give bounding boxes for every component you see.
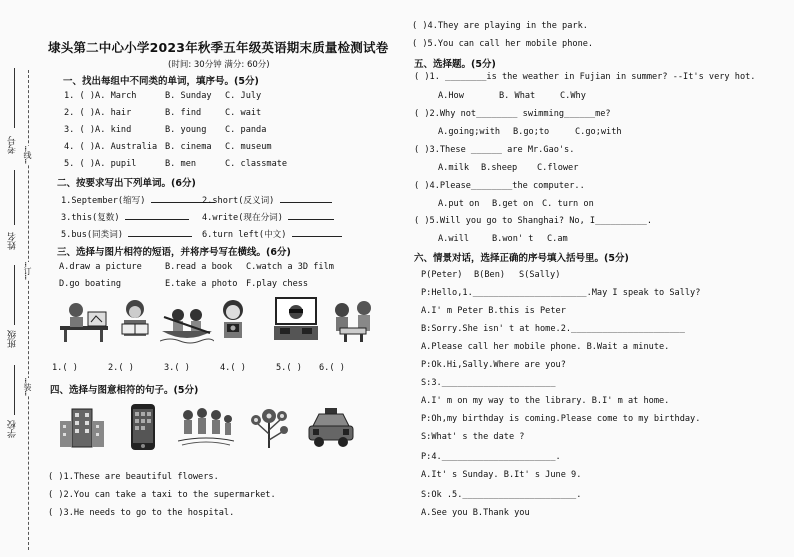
s5-q3-option-c: C.flower <box>537 163 579 173</box>
s2-item-5: 5.bus(同类词) <box>61 227 192 240</box>
s6-person-p: P(Peter) <box>421 270 463 280</box>
spine-mark: …订… <box>23 262 32 280</box>
s3-option-c: C.watch a 3D film <box>246 262 334 272</box>
play-chess-picture <box>330 296 376 344</box>
girl-photo-picture <box>214 298 252 344</box>
s3-answer-6[interactable]: 6.( ) <box>319 363 345 373</box>
s3-answer-2[interactable]: 2.( ) <box>108 363 134 373</box>
s3-option-a: A.draw a picture <box>59 262 142 272</box>
page-title: 埭头第二中心小学2023年秋季五年级英语期末质量检测试卷 <box>48 40 389 55</box>
s3-answer-1[interactable]: 1.( ) <box>52 363 78 373</box>
s1-row-1-a: 1. ( )A. March <box>64 91 137 101</box>
s4-item-3: ( )3.He needs to go to the hospital. <box>48 508 235 518</box>
s5-q5-option-a: A.will <box>438 234 470 244</box>
s5-question-3: ( )3.These ______ are Mr.Gao's. <box>414 145 575 155</box>
spine-label-class: 班级 <box>8 330 18 348</box>
s2-item-3: 3.this(复数) <box>61 210 189 223</box>
mobile-phone-picture <box>128 402 158 452</box>
s4-item-1: ( )1.These are beautiful flowers. <box>48 472 219 482</box>
s5-q1-option-b: B. What <box>499 91 536 101</box>
spine-label-exam-no: 考号 <box>8 136 18 154</box>
s2-item-1: 1.September(缩写) <box>61 193 215 206</box>
s6-line-8: P:Oh,my birthday is coming.Please come to my birthday. <box>421 414 701 424</box>
s2-item-2: 2.short(反义词) <box>202 193 332 206</box>
boy-drawing-picture <box>56 298 112 344</box>
s3-option-e: E.take a photo <box>165 279 238 289</box>
s6-line-10: P:4.______________________. <box>421 452 561 462</box>
s4-item-5: ( )5.You can call her mobile phone. <box>412 39 594 49</box>
s3-option-f: F.play chess <box>246 279 309 289</box>
flowers-picture <box>246 404 292 450</box>
section-2-title: 二、按要求写出下列单词。(6分) <box>57 178 196 189</box>
spine-label-school: 学校 <box>8 420 18 438</box>
s3-answer-4[interactable]: 4.( ) <box>220 363 246 373</box>
spine-label-name: 姓名 <box>8 232 18 250</box>
s5-q4-option-a: A.put on <box>438 199 480 209</box>
s5-q2-option-b: B.go;to <box>513 127 550 137</box>
spine-mark: …线… <box>23 146 32 164</box>
section-5-title: 五、选择题。(5分) <box>414 59 496 70</box>
cut-line <box>28 70 29 550</box>
s1-row-2-a: 2. ( )A. hair <box>64 108 132 118</box>
spine-line <box>14 68 15 128</box>
s5-q2-option-a: A.going;with <box>438 127 501 137</box>
s5-question-4: ( )4.Please________the computer.. <box>414 181 585 191</box>
s1-row-4-c: C. museum <box>225 142 272 152</box>
s6-line-3: B:Sorry.She isn' t at home.2.______________________ <box>421 324 685 334</box>
s5-question-5: ( )5.Will you go to Shanghai? No, I__________. <box>414 216 652 226</box>
s2-item-4: 4.write(现在分词) <box>202 210 334 223</box>
s5-q2-option-c: C.go;with <box>575 127 622 137</box>
s1-row-3-a: 3. ( )A. kind <box>64 125 132 135</box>
taxi-picture <box>305 404 357 450</box>
watch-3d-film-picture <box>272 296 320 344</box>
s1-row-3-b: B. young <box>165 125 207 135</box>
s2-item-6: 6.turn left(中文) <box>202 227 342 240</box>
s6-line-5: P:Ok.Hi,Sally.Where are you? <box>421 360 566 370</box>
children-playing-picture <box>178 405 234 449</box>
s1-row-5-a: 5. ( )A. pupil <box>64 159 137 169</box>
boy-reading-picture <box>110 296 160 344</box>
s6-line-1: P:Hello,1.______________________.May I speak to Sally? <box>421 288 701 298</box>
spine-line <box>14 170 15 225</box>
s4-item-2: ( )2.You can take a taxi to the supermarket. <box>48 490 276 500</box>
s5-q5-option-c: C.am <box>547 234 568 244</box>
s1-row-2-b: B. find <box>165 108 202 118</box>
s1-row-1-b: B. Sunday <box>165 91 212 101</box>
s5-q4-option-c: C. turn on <box>542 199 594 209</box>
spine-line <box>14 265 15 325</box>
s6-line-13: A.See you B.Thank you <box>421 508 530 518</box>
spine-line <box>14 365 15 415</box>
s1-row-1-c: C. July <box>225 91 262 101</box>
s3-answer-3[interactable]: 3.( ) <box>164 363 190 373</box>
exam-info: (时间: 30分钟 满分: 60分) <box>168 60 270 70</box>
s6-person-b: B(Ben) <box>474 270 506 280</box>
s1-row-5-b: B. men <box>165 159 197 169</box>
s5-q3-option-b: B.sheep <box>481 163 518 173</box>
answer-blank[interactable] <box>128 227 192 237</box>
s5-question-1: ( )1. ________is the weather in Fujian in summer? --It's very hot. <box>414 72 756 82</box>
s6-line-12: S:Ok .5.______________________. <box>421 490 582 500</box>
s6-line-9: S:What' s the date ? <box>421 432 525 442</box>
s5-q1-option-c: C.Why <box>560 91 586 101</box>
answer-blank[interactable] <box>280 193 332 203</box>
s5-question-2: ( )2.Why not________ swimming______me? <box>414 109 611 119</box>
answer-blank[interactable] <box>125 210 189 220</box>
s6-person-s: S(Sally) <box>519 270 561 280</box>
s6-line-2: A.I' m Peter B.this is Peter <box>421 306 566 316</box>
s5-q5-option-b: B.won' t <box>492 234 534 244</box>
s1-row-2-c: C. wait <box>225 108 262 118</box>
section-1-title: 一、找出每组中不同类的单词，填序号。(5分) <box>63 76 259 87</box>
binding-spine <box>0 60 44 557</box>
s1-row-3-c: C. panda <box>225 125 267 135</box>
hospital-picture <box>58 405 106 449</box>
s1-row-4-a: 4. ( )A. Australia <box>64 142 158 152</box>
s3-option-b: B.read a book <box>165 262 233 272</box>
s5-q4-option-b: B.get on <box>492 199 534 209</box>
s6-line-4: A.Please call her mobile phone. B.Wait a minute. <box>421 342 670 352</box>
s6-line-6: S:3.______________________ <box>421 378 556 388</box>
answer-blank[interactable] <box>288 210 334 220</box>
answer-blank[interactable] <box>292 227 342 237</box>
s3-answer-5[interactable]: 5.( ) <box>276 363 302 373</box>
section-3-title: 三、选择与图片相符的短语，并将序号写在横线。(6分) <box>57 247 291 258</box>
s5-q3-option-a: A.milk <box>438 163 470 173</box>
section-6-title: 六、情景对话，选择正确的序号填入括号里。(5分) <box>414 253 629 264</box>
boating-picture <box>160 297 214 345</box>
section-4-title: 四、选择与图意相符的句子。(5分) <box>50 385 199 396</box>
s1-row-5-c: C. classmate <box>225 159 288 169</box>
s3-option-d: D.go boating <box>59 279 122 289</box>
s6-line-7: A.I' m on my way to the library. B.I' m at home. <box>421 396 670 406</box>
s1-row-4-b: B. cinema <box>165 142 212 152</box>
spine-mark: …装… <box>23 378 32 396</box>
s6-line-11: A.It' s Sunday. B.It' s June 9. <box>421 470 582 480</box>
s5-q1-option-a: A.How <box>438 91 464 101</box>
s4-item-4: ( )4.They are playing in the park. <box>412 21 588 31</box>
